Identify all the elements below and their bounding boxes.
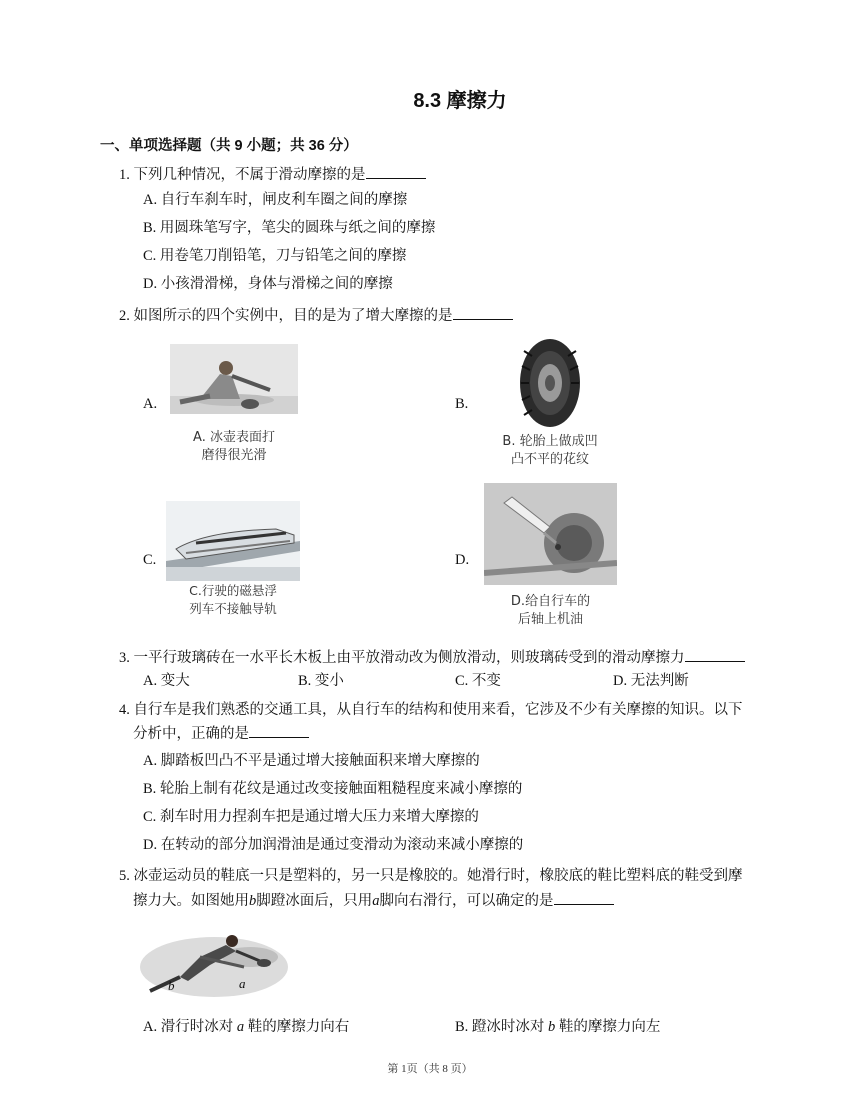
answer-blank (366, 166, 426, 179)
option-text: 鞋的摩擦力向右 (247, 1019, 350, 1035)
figure-label-a: a (239, 976, 246, 991)
q1-option-c: C. 用卷笔刀削铅笔，刀与铅笔之间的摩擦 (143, 248, 407, 264)
caption-line: 后轴上机油 (517, 612, 583, 627)
question-5-stem-line1: 5. 冰壶运动员的鞋底一只是塑料的，另一只是橡胶的。她滑行时，橡胶底的鞋比塑料底的鞋受到摩 (119, 868, 743, 884)
q2-option-d-label: D. (455, 552, 470, 568)
answer-blank (554, 892, 614, 905)
q2-option-a-label: A. (143, 396, 158, 412)
q4-option-b: B. 轮胎上制有花纹是通过改变接触面粗糙程度来减小摩擦的 (143, 781, 523, 797)
q3-option-b: B. 变小 (298, 673, 344, 689)
q5-option-a (143, 1015, 349, 1036)
caption-line: A. 冰壶表面打 (193, 430, 275, 445)
option-text: 鞋的摩擦力向左 (558, 1019, 661, 1035)
variable-b: b (548, 1019, 556, 1035)
question-1-stem (119, 163, 426, 184)
variable-a: a (372, 893, 380, 909)
question-text: 1. 下列几种情况，不属于滑动摩擦的是 (119, 167, 366, 183)
figure-label-b: b (168, 978, 175, 993)
curling-player-image (140, 927, 288, 999)
q1-option-d: D. 小孩滑滑梯，身体与滑梯之间的摩擦 (143, 276, 393, 292)
question-text: 脚蹬冰面后，只用 (256, 893, 373, 909)
bicycle-oil-image (484, 483, 617, 585)
q2-c-caption (166, 582, 300, 618)
q1-option-a: A. 自行车刹车时，闸皮利车圈之间的摩擦 (143, 192, 408, 208)
caption-line: D.给自行车的 (510, 594, 591, 609)
section-heading: 一、单项选择题（共 9 小题；共 36 分） (100, 138, 358, 154)
q3-option-a: A. 变大 (143, 673, 190, 689)
caption-line: B. 轮胎上做成凹 (502, 434, 598, 449)
caption-line: C.行驶的磁悬浮 (189, 583, 277, 598)
q5-option-b (455, 1015, 660, 1036)
q4-option-d: D. 在转动的部分加润滑油是通过变滑动为滚动来减小摩擦的 (143, 837, 524, 853)
question-2-stem (119, 304, 513, 325)
variable-b: b (249, 893, 257, 909)
caption-line: 列车不接触导轨 (189, 601, 277, 616)
q4-option-c: C. 刹车时用力捏刹车把是通过增大压力来增大摩擦的 (143, 809, 479, 825)
q1-option-b: B. 用圆珠笔写字，笔尖的圆珠与纸之间的摩擦 (143, 220, 436, 236)
question-text: 3. 一平行玻璃砖在一水平长木板上由平放滑动改为侧放滑动，则玻璃砖受到的滑动摩擦力 (119, 650, 685, 666)
q2-d-caption (484, 593, 617, 629)
answer-blank (249, 725, 309, 738)
option-text: A. 滑行时冰对 (143, 1019, 234, 1035)
q3-option-c: C. 不变 (455, 673, 501, 689)
option-text: B. 蹬冰时冰对 (455, 1019, 545, 1035)
answer-blank (453, 307, 513, 320)
question-5-stem-line2 (133, 889, 614, 910)
tire-image (502, 336, 598, 430)
q3-option-d: D. 无法判断 (613, 673, 689, 689)
q4-option-a: A. 脚踏板凹凸不平是通过增大接触面积来增大摩擦的 (143, 753, 480, 769)
question-text: 擦力大。如图她用 (133, 893, 249, 909)
q2-a-caption (170, 429, 298, 465)
q2-option-b-label: B. (455, 396, 469, 412)
question-3-stem (119, 646, 745, 667)
caption-line: 凸不平的花纹 (510, 452, 589, 467)
q2-option-c-label: C. (143, 552, 157, 568)
variable-a: a (236, 1019, 245, 1035)
question-4-stem-line1: 4. 自行车是我们熟悉的交通工具，从自行车的结构和使用来看，它涉及不少有关摩擦的知识。以下 (119, 702, 743, 718)
q2-b-caption (488, 433, 612, 469)
question-text: 脚向右滑行，可以确定的是 (379, 893, 554, 909)
question-text: 分析中，正确的是 (133, 726, 249, 742)
page-title: 8.3 摩擦力 (413, 90, 507, 112)
question-4-stem-line2 (133, 722, 309, 743)
page-footer: 第 1页（共 8 页） (387, 1063, 473, 1075)
maglev-train-image (166, 501, 300, 581)
caption-line: 磨得很光滑 (201, 448, 267, 463)
answer-blank (685, 649, 745, 662)
question-text: 2. 如图所示的四个实例中，目的是为了增大摩擦的是 (119, 308, 453, 324)
